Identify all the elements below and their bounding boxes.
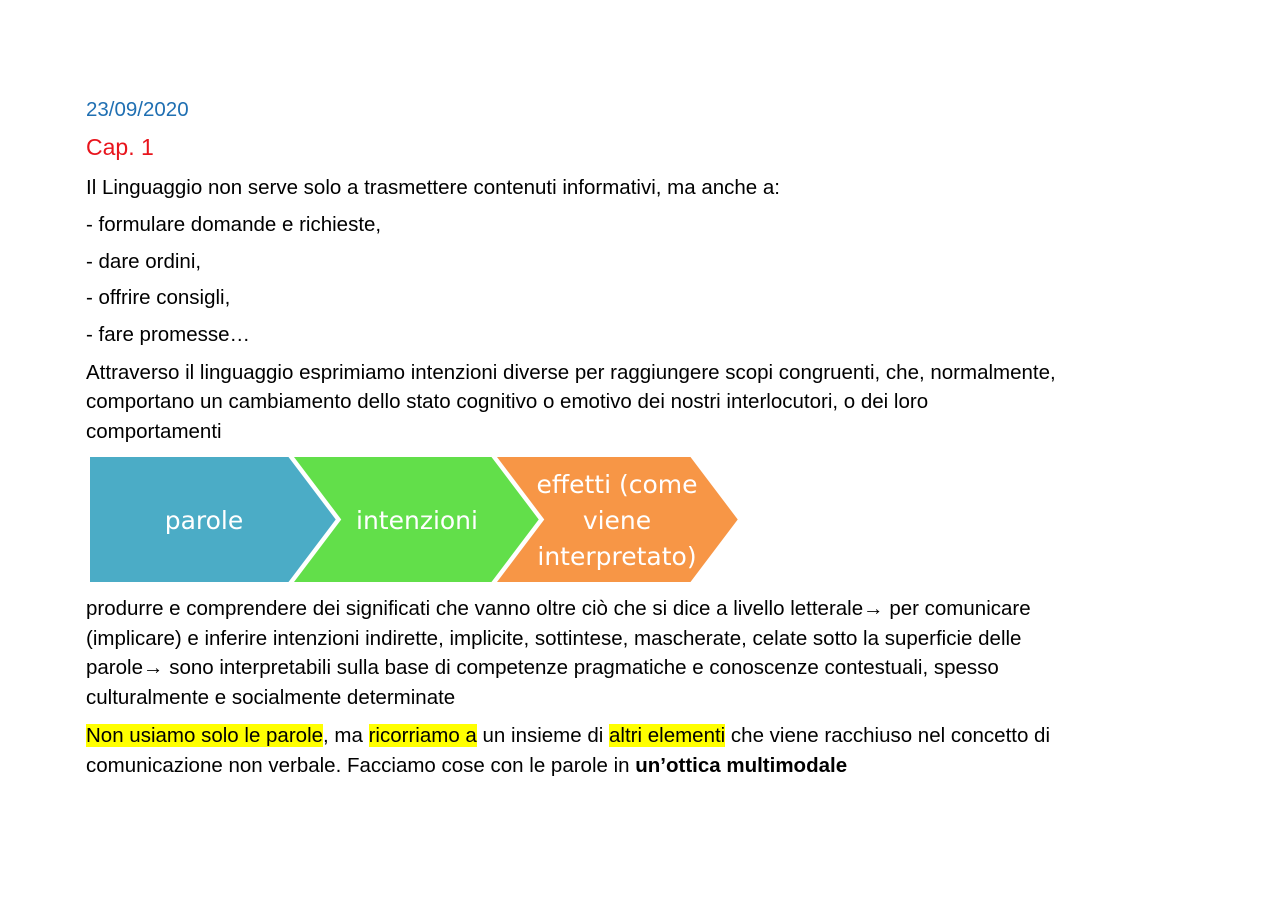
chevron-label-line: parole — [164, 506, 244, 535]
chevron-step-1-label — [165, 506, 244, 535]
bullet-item: - dare ordini, — [86, 250, 202, 273]
paragraph-3-line — [86, 751, 847, 781]
highlighted-text: altri elementi — [609, 724, 726, 747]
right-arrow-icon: → — [143, 656, 164, 679]
process-diagram — [89, 456, 741, 583]
highlighted-text: ricorriamo a — [368, 724, 477, 747]
paragraph-3-text: comunicazione non verbale. Facciamo cose con le parole in — [86, 754, 636, 777]
chevron-label-line: effetti (come — [536, 470, 698, 499]
paragraph-3-line — [86, 721, 1050, 751]
chevron-label-line: intenzioni — [356, 506, 478, 535]
paragraph-2-text: sono interpretabili sulla base di competenze pragmatiche e conoscenze contestuali, spesso — [163, 656, 999, 679]
paragraph-1-line: comportamenti — [86, 420, 222, 443]
intro-text: Il Linguaggio non serve solo a trasmettere contenuti informativi, ma anche a: — [86, 176, 780, 199]
right-arrow-icon: → — [863, 597, 884, 620]
chevron-label-line: interpretato) — [537, 542, 697, 571]
bullet-item: - fare promesse… — [86, 323, 251, 346]
paragraph-3-text: che viene racchiuso nel concetto di — [725, 724, 1051, 747]
chevron-diagram — [89, 456, 741, 583]
highlighted-text: Non usiamo solo le parole — [86, 724, 324, 747]
chapter-heading: Cap. 1 — [86, 134, 154, 160]
paragraph-1-line: Attraverso il linguaggio esprimiamo intenzioni diverse per raggiungere scopi congruenti, che, normalmente, — [86, 361, 1056, 384]
paragraph-2-text: parole — [86, 656, 143, 679]
bullet-item: - formulare domande e richieste, — [86, 213, 382, 236]
paragraph-1-line: comportano un cambiamento dello stato cognitivo o emotivo dei nostri interlocutori, o dei loro — [86, 390, 929, 413]
bullet-item: - offrire consigli, — [86, 286, 231, 309]
bold-text: un’ottica multimodale — [635, 754, 848, 777]
paragraph-3-text: un insieme di — [476, 724, 610, 747]
chevron-step-2-label — [356, 506, 478, 535]
paragraph-2-line — [86, 594, 1031, 624]
paragraph-3-text: , ma — [323, 724, 369, 747]
paragraph-2-line: culturalmente e socialmente determinate — [86, 686, 456, 709]
paragraph-2-line — [86, 653, 999, 683]
paragraph-2-text: per comunicare — [883, 597, 1031, 620]
chevron-label-line: viene — [582, 506, 652, 535]
paragraph-2-line: (implicare) e inferire intenzioni indirette, implicite, sottintese, mascherate, celate sotto la superficie delle — [86, 627, 1022, 650]
paragraph-2-text: produrre e comprendere dei significati che vanno oltre ciò che si dice a livello letterale — [86, 597, 864, 620]
document-date: 23/09/2020 — [86, 98, 189, 121]
